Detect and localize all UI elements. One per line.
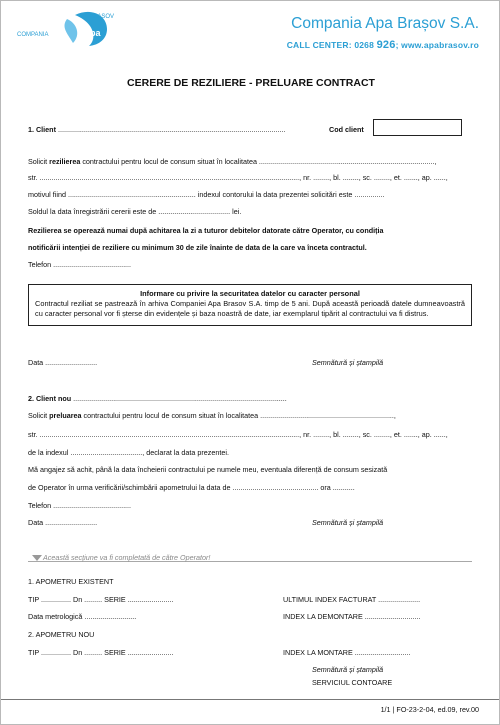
preluare-word: preluarea (49, 411, 82, 420)
index-montare[interactable]: INDEX LA MONTARE ............................ (283, 648, 411, 657)
page-number: 1/1 (380, 705, 391, 714)
info-box (28, 284, 472, 326)
angajament-line-1: Mă angajez să achit, până la data încheierii contractului pe numele meu, eventuala diferență de consum sesizată (28, 465, 388, 474)
reziliere-motiv-line[interactable]: motivul fiind ................................................................ indexul contorului la data prezentei solicitări este ............... (28, 190, 385, 199)
telefon-2[interactable]: Telefon ....................................... (28, 501, 132, 510)
client-nou-line (28, 394, 287, 403)
data-2[interactable]: Data .......................... (28, 518, 98, 527)
operator-note: Această secțiune va fi completată de către Operator! (43, 553, 211, 562)
tip-2[interactable]: TIP ............... Dn ......... SERIE ....................... (28, 648, 174, 657)
cod-client-label: Cod client (329, 125, 364, 134)
reziliere-word: rezilierea (49, 157, 81, 166)
preluare-prefix: Solicit (28, 411, 50, 420)
data-metrologica[interactable]: Data metrologică .......................... (28, 612, 137, 621)
info-paragraph: Contractul reziliat se pastrează în arhiva Companiei Apa Brasov S.A. timp de 5 ani. După această perioadă datele dumneavoastră cu caracter personal vor fi șterse din evidențele și baza noastră de date, iar exemplarul tipărit al contractului va fi distrus. (35, 299, 465, 318)
telefon-1[interactable]: Telefon ....................................... (28, 260, 132, 269)
serviciul-contoare: SERVICIUL CONTOARE (312, 678, 393, 687)
form-title: CERERE DE REZILIERE - PRELUARE CONTRACT (127, 77, 375, 89)
footer-divider (1, 699, 500, 700)
form-code: | FO-23-2-04, ed.09, rev.00 (390, 705, 479, 714)
sold-line[interactable]: Soldul la data înregistrării cererii este de .................................... lei. (28, 207, 242, 216)
index-demontare[interactable]: INDEX LA DEMONTARE ............................ (283, 612, 421, 621)
angajament-line-2[interactable]: de Operator în urma verificării/schimbării apometrului la data de ........................................... ora ........... (28, 483, 355, 492)
semnatura-1: Semnătură și ștampilă (312, 358, 384, 367)
cod-client-box[interactable] (373, 119, 462, 136)
reziliere-condition-1: Rezilierea se operează numai după achitarea la zi a tuturor debitelor datorate către Operator, cu condiția (28, 226, 384, 235)
reziliere-prefix: Solicit (28, 157, 50, 166)
company-logo (15, 9, 125, 49)
semnatura-operator: Semnătură și ștampilă (312, 665, 384, 674)
preluare-index-line[interactable]: de la indexul ...................................., declarat la data prezentei. (28, 448, 229, 457)
preluare-suffix: contractului pentru locul de consum situat în localitatea ..................................................................., (81, 411, 396, 420)
logo-apa-text: apa (85, 28, 101, 38)
logo-brasov-text: BRASOV (89, 14, 115, 20)
semnatura-2: Semnătură și ștampilă (312, 518, 384, 527)
preluare-address-line[interactable]: str. .................................................................................................................................., nr. ........, bl. ........, sc. ........, et. ......., ap. ......, (28, 430, 448, 439)
apometru-nou-heading: 2. APOMETRU NOU (28, 630, 95, 639)
triangle-down-icon (32, 555, 42, 561)
call-center-number: 926 (376, 39, 396, 51)
client-label: 1. Client (28, 125, 56, 134)
preluare-line-1[interactable] (28, 411, 396, 420)
website-text: ; www.apabrasov.ro (395, 40, 479, 50)
client-name-field[interactable]: .................................................................................................................. (57, 125, 286, 134)
call-center-label: CALL CENTER: 0268 (286, 40, 375, 50)
client-line (28, 125, 286, 134)
tip-1[interactable]: TIP ............... Dn ......... SERIE ....................... (28, 595, 174, 604)
ultimul-index[interactable]: ULTIMUL INDEX FACTURAT ..................... (283, 595, 421, 604)
info-heading: Informare cu privire la securitatea datelor cu caracter personal (140, 289, 360, 298)
client-nou-label: 2. Client nou (28, 394, 72, 403)
data-1[interactable]: Data .......................... (28, 358, 98, 367)
reziliere-line-1[interactable] (28, 157, 437, 166)
reziliere-condition-2: notificării intenției de reziliere cu minimum 30 de zile înainte de data de la care va înceta contractul. (28, 243, 367, 252)
logo-compania-text: COMPANIA (17, 32, 49, 38)
apometru-existent-heading: 1. APOMETRU EXISTENT (28, 577, 114, 586)
client-nou-field[interactable]: ........................................................................................................... (73, 394, 287, 403)
company-name: Compania Apa Brașov S.A. (291, 15, 479, 32)
call-center (287, 39, 479, 51)
reziliere-suffix: contractului pentru locul de consum situat în localitatea ........................................................................................, (80, 157, 437, 166)
reziliere-address-line[interactable]: str. .................................................................................................................................., nr. ........, bl. ........, sc. ........, et. ......., ap. ......, (28, 173, 448, 182)
footer (381, 705, 479, 714)
